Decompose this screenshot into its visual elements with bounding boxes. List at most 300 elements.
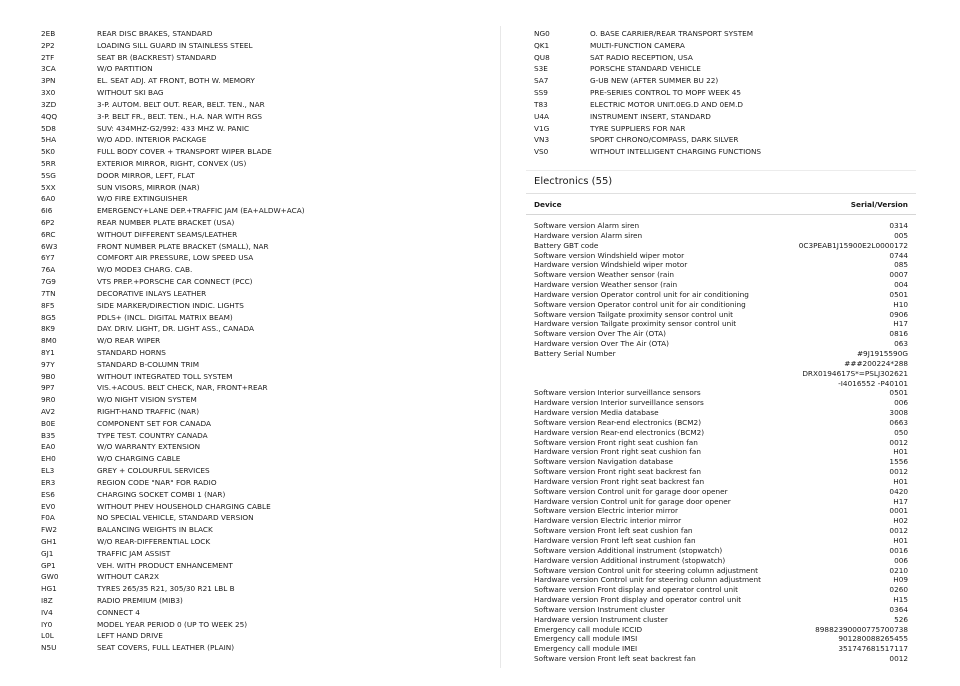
table-row	[534, 428, 908, 438]
option-code: 8Y1	[41, 347, 55, 357]
device-name: Software version Over The Air (OTA)	[534, 329, 666, 339]
device-name: Emergency call module IMEI	[534, 644, 638, 654]
table-row	[534, 310, 908, 320]
option-row	[41, 63, 481, 75]
option-description: SEAT COVERS, FULL LEATHER (PLAIN)	[97, 643, 235, 653]
option-description: COMFORT AIR PRESSURE, LOW SPEED USA	[97, 253, 254, 263]
option-description: GREY + COLOURFUL SERVICES	[97, 466, 210, 476]
option-code: 8F5	[41, 300, 55, 310]
option-description: MULTI-FUNCTION CAMERA	[590, 40, 685, 50]
option-code: 3PN	[41, 76, 56, 86]
option-code: 6P2	[41, 218, 55, 227]
serial-version-value: 0C3PEAB1J15900E2L0000172	[798, 240, 908, 250]
option-row	[41, 465, 481, 477]
serial-version-value: 0012	[889, 526, 908, 536]
serial-version-value: 0501	[889, 388, 908, 398]
option-row	[41, 123, 481, 135]
right-options-list	[534, 28, 918, 158]
option-row	[41, 146, 481, 158]
device-name: Software version Weather sensor (rain	[534, 270, 675, 280]
serial-version-value: #9J1915590G ###200224*288 DRX0194617S*=PSLJ302621 -I4016552 -P40101	[802, 348, 908, 388]
table-row	[534, 605, 908, 615]
table-row	[534, 270, 908, 280]
option-row	[41, 75, 481, 87]
option-description: 3-P. BELT FR., BELT. TEN., H.A. NAR WITH RGS	[97, 111, 262, 121]
option-code: B0E	[41, 418, 56, 428]
device-name: Hardware version Control unit for garage door opener	[534, 496, 731, 506]
serial-version-value: H01	[893, 447, 908, 457]
option-row	[41, 229, 481, 241]
option-code: 9B0	[41, 371, 56, 381]
device-name: Software version Control unit for steering column adjustment	[534, 565, 758, 575]
option-code: 5XX	[41, 182, 56, 192]
option-description: SUN VISORS, MIRROR (NAR)	[97, 182, 200, 192]
option-code: 8M0	[41, 336, 57, 346]
serial-version-value: 0210	[889, 565, 908, 575]
option-code: 8G5	[41, 312, 56, 322]
option-description: W/O REAR-DIFFERENTIAL LOCK	[97, 536, 211, 546]
option-description: PDLS+ (INCL. DIGITAL MATRIX BEAM)	[97, 312, 233, 322]
option-code: GW0	[41, 572, 59, 582]
option-code: 5D8	[41, 123, 56, 133]
header-rule	[526, 214, 916, 215]
option-row	[41, 264, 481, 276]
device-name: Hardware version Electric interior mirror	[534, 516, 682, 526]
option-code: V1G	[534, 123, 550, 133]
option-code: 9R0	[41, 395, 56, 405]
device-name: Hardware version Control unit for steering column adjustment	[534, 575, 762, 585]
option-row	[41, 371, 481, 383]
option-description: LOADING SILL GUARD IN STAINLESS STEEL	[97, 40, 253, 50]
option-row	[534, 87, 918, 99]
option-code: IY0	[41, 619, 53, 629]
device-name: Software version Instrument cluster	[534, 604, 665, 614]
device-name: Software version Alarm siren	[534, 221, 640, 230]
device-name: Software version Electric interior mirror	[534, 506, 679, 516]
option-code: ES6	[41, 489, 55, 499]
table-row	[534, 221, 908, 231]
option-description: W/O CHARGING CABLE	[97, 454, 181, 464]
serial-version-value: 0816	[889, 329, 908, 339]
option-code: B35	[41, 430, 56, 440]
option-description: WITHOUT PHEV HOUSEHOLD CHARGING CABLE	[97, 501, 271, 511]
option-code: SA7	[534, 76, 549, 86]
option-row	[41, 501, 481, 513]
option-description: ELECTRIC MOTOR UNIT.0EG.D AND 0EM.D	[590, 99, 744, 109]
device-name: Hardware version Weather sensor (rain	[534, 280, 678, 290]
option-code: QK1	[534, 40, 550, 50]
table-row	[534, 241, 908, 251]
device-name: Hardware version Rear-end electronics (BCM2)	[534, 427, 705, 437]
device-name: Hardware version Front right seat backrest fan	[534, 476, 705, 486]
device-name: Software version Front right seat backrest fan	[534, 467, 702, 477]
device-name: Hardware version Alarm siren	[534, 230, 643, 240]
table-row	[534, 408, 908, 418]
option-code: N5U	[41, 643, 57, 653]
option-description: EL. SEAT ADJ. AT FRONT, BOTH W. MEMORY	[97, 76, 255, 86]
option-code: VN3	[534, 135, 550, 145]
option-code: 4QQ	[41, 111, 58, 121]
option-description: CHARGING SOCKET COMBI 1 (NAR)	[97, 489, 226, 499]
option-code: EH0	[41, 454, 56, 464]
serial-version-value: 351747681517117	[838, 644, 908, 654]
device-name: Hardware version Windshield wiper motor	[534, 260, 688, 270]
option-row	[41, 477, 481, 489]
option-description: VTS PREP.+PORSCHE CAR CONNECT (PCC)	[97, 277, 253, 287]
option-row	[41, 406, 481, 418]
option-code: 5K0	[41, 147, 56, 157]
serial-version-value: 0012	[889, 654, 908, 664]
serial-version-value: 0012	[889, 437, 908, 447]
device-name: Software version Front left seat cushion fan	[534, 526, 693, 536]
serial-version-value: 063	[894, 339, 908, 349]
option-row	[41, 87, 481, 99]
serial-column-header: Serial/Version	[850, 200, 908, 209]
option-description: REGION CODE "NAR" FOR RADIO	[97, 477, 217, 487]
serial-version-value: H10	[893, 299, 908, 309]
device-name: Software version Tailgate proximity sensor control unit	[534, 309, 734, 319]
option-row	[41, 40, 481, 52]
option-row	[41, 524, 481, 536]
serial-version-value: H17	[893, 319, 908, 329]
option-description: STANDARD HORNS	[97, 347, 166, 357]
option-code: 76A	[41, 265, 56, 275]
table-row	[534, 477, 908, 487]
table-row	[534, 447, 908, 457]
option-description: EMERGENCY+LANE DEP.+TRAFFIC JAM (EA+ALDW+ACA)	[97, 206, 305, 216]
option-description: TYRE SUPPLIERS FOR NAR	[590, 123, 686, 133]
device-name: Hardware version Front left seat cushion fan	[534, 536, 696, 545]
option-description: REAR DISC BRAKES, STANDARD	[97, 29, 213, 38]
option-code: HG1	[41, 584, 57, 594]
device-name: Software version Windshield wiper motor	[534, 250, 685, 260]
option-description: COMPONENT SET FOR CANADA	[97, 418, 211, 428]
option-description: SIDE MARKER/DIRECTION INDIC. LIGHTS	[97, 300, 244, 310]
option-code: F0A	[41, 513, 55, 523]
device-name: Hardware version Instrument cluster	[534, 614, 668, 624]
table-row	[534, 398, 908, 408]
serial-version-value: 006	[894, 555, 908, 565]
option-description: W/O PARTITION	[97, 64, 153, 74]
option-code: 2P2	[41, 40, 55, 50]
option-row	[41, 99, 481, 111]
option-row	[41, 359, 481, 371]
serial-version-value: 0906	[889, 309, 908, 319]
table-row	[534, 467, 908, 477]
option-row	[41, 323, 481, 335]
serial-version-value: 0364	[889, 604, 908, 614]
option-description: G-UB NEW (AFTER SUMMER BU 22)	[590, 76, 719, 86]
option-description: PORSCHE STANDARD VEHICLE	[590, 64, 701, 74]
option-description: LEFT HAND DRIVE	[97, 631, 163, 641]
device-name: Software version Interior surveillance sensors	[534, 388, 701, 398]
table-row	[534, 566, 908, 576]
option-code: 9P7	[41, 383, 55, 393]
option-description: O. BASE CARRIER/REAR TRANSPORT SYSTEM	[590, 29, 754, 38]
table-row	[534, 339, 908, 349]
serial-version-value: 0001	[889, 506, 908, 516]
serial-version-value: 901280088265455	[838, 634, 908, 644]
table-row	[534, 575, 908, 585]
serial-version-value: 0260	[889, 585, 908, 595]
table-row	[534, 526, 908, 536]
option-code: VS0	[534, 147, 549, 157]
serial-version-value: 085	[894, 260, 908, 270]
option-description: BALANCING WEIGHTS IN BLACK	[97, 525, 213, 535]
serial-version-value: 3008	[889, 408, 908, 418]
option-row	[41, 158, 481, 170]
option-code: U4A	[534, 111, 549, 121]
option-description: DAY. DRIV. LIGHT, DR. LIGHT ASS., CANADA	[97, 324, 254, 334]
option-code: T83	[534, 99, 548, 109]
option-row	[41, 347, 481, 359]
option-row	[41, 382, 481, 394]
serial-version-value: 005	[894, 230, 908, 240]
option-code: 5SG	[41, 170, 56, 180]
serial-version-value: 89882390000775700738	[815, 624, 908, 634]
option-description: WITHOUT SKI BAG	[97, 88, 164, 98]
table-row	[534, 654, 908, 664]
option-code: 5HA	[41, 135, 57, 145]
electronics-section-title: Electronics (55)	[534, 176, 613, 187]
option-description: FULL BODY COVER + TRANSPORT WIPER BLADE	[97, 147, 272, 157]
table-row	[534, 329, 908, 339]
option-description: RADIO PREMIUM (MIB3)	[97, 596, 183, 605]
option-row	[41, 276, 481, 288]
table-row	[534, 644, 908, 654]
table-row	[534, 536, 908, 546]
serial-version-value: 004	[894, 280, 908, 290]
option-row	[534, 75, 918, 87]
option-code: ER3	[41, 477, 56, 487]
table-row	[534, 595, 908, 605]
option-description: W/O FIRE EXTINGUISHER	[97, 194, 188, 204]
device-name: Hardware version Operator control unit for air conditioning	[534, 289, 749, 299]
option-description: SAT RADIO RECEPTION, USA	[590, 52, 693, 62]
option-row	[41, 489, 481, 501]
option-row	[41, 607, 481, 619]
serial-version-value: 0501	[889, 289, 908, 299]
option-row	[534, 52, 918, 64]
electronics-table	[534, 221, 908, 664]
device-name: Hardware version Front display and operator control unit	[534, 595, 742, 605]
option-code: 6Y7	[41, 253, 55, 263]
option-row	[41, 630, 481, 642]
option-code: S3E	[534, 64, 548, 74]
device-name: Hardware version Additional instrument (stopwatch)	[534, 555, 726, 565]
option-description: SEAT BR (BACKREST) STANDARD	[97, 52, 217, 62]
table-row	[534, 290, 908, 300]
option-code: I8Z	[41, 596, 53, 605]
table-row	[534, 546, 908, 556]
option-description: W/O NIGHT VISION SYSTEM	[97, 395, 197, 405]
option-row	[41, 300, 481, 312]
option-row	[41, 441, 481, 453]
option-row	[41, 418, 481, 430]
option-row	[41, 453, 481, 465]
option-code: 6RC	[41, 229, 56, 239]
serial-version-value: H09	[893, 575, 908, 585]
option-description: FRONT NUMBER PLATE BRACKET (SMALL), NAR	[97, 241, 269, 251]
option-row	[41, 394, 481, 406]
option-code: NG0	[534, 29, 550, 38]
serial-version-value: 0314	[889, 221, 908, 230]
table-row	[534, 506, 908, 516]
serial-version-value: H01	[893, 536, 908, 545]
electronics-table-header	[534, 200, 908, 209]
option-description: W/O REAR WIPER	[97, 336, 161, 346]
device-name: Software version Front right seat cushion fan	[534, 437, 698, 447]
option-row	[534, 123, 918, 135]
option-code: 6I6	[41, 206, 53, 216]
option-code: 3X0	[41, 88, 56, 98]
option-description: TYPE TEST. COUNTRY CANADA	[97, 430, 208, 440]
table-row	[534, 585, 908, 595]
option-code: SS9	[534, 88, 548, 98]
table-row	[534, 634, 908, 644]
option-description: WITHOUT INTELLIGENT CHARGING FUNCTIONS	[590, 147, 762, 157]
option-code: EV0	[41, 501, 56, 511]
option-row	[534, 134, 918, 146]
option-description: SPORT CHRONO/COMPASS, DARK SILVER	[590, 135, 739, 145]
option-row	[534, 63, 918, 75]
table-row	[534, 556, 908, 566]
serial-version-value: 0007	[889, 270, 908, 280]
option-row	[534, 40, 918, 52]
option-code: FW2	[41, 525, 58, 535]
option-code: GP1	[41, 560, 56, 570]
serial-version-value: H17	[893, 496, 908, 506]
option-code: EA0	[41, 442, 56, 452]
table-row	[534, 625, 908, 635]
option-row	[41, 217, 481, 229]
option-code: QU8	[534, 52, 550, 62]
table-row	[534, 457, 908, 467]
device-name: Software version Front display and operator control unit	[534, 585, 739, 595]
device-name: Hardware version Interior surveillance sensors	[534, 398, 704, 408]
device-name: Software version Additional instrument (stopwatch)	[534, 545, 723, 555]
option-description: CONNECT 4	[97, 607, 140, 617]
option-code: 3ZD	[41, 99, 57, 109]
option-row	[41, 430, 481, 442]
option-description: PRE-SERIES CONTROL TO MOPF WEEK 45	[590, 88, 741, 98]
option-row	[41, 241, 481, 253]
serial-version-value: 0420	[889, 486, 908, 496]
serial-version-value: 0012	[889, 467, 908, 477]
table-row	[534, 231, 908, 241]
section-rule	[526, 193, 916, 194]
option-row	[41, 595, 481, 607]
column-divider	[500, 26, 501, 668]
device-name: Battery Serial Number	[534, 348, 616, 358]
option-row	[41, 312, 481, 324]
table-row	[534, 388, 908, 398]
option-row	[41, 642, 481, 654]
option-description: MODEL YEAR PERIOD 0 (UP TO WEEK 25)	[97, 619, 248, 629]
option-description: DECORATIVE INLAYS LEATHER	[97, 288, 207, 298]
serial-version-value: 1556	[889, 457, 908, 467]
option-code: 3CA	[41, 64, 56, 74]
option-description: W/O ADD. INTERIOR PACKAGE	[97, 135, 207, 145]
device-name: Software version Rear-end electronics (BCM2)	[534, 417, 702, 427]
option-row	[41, 288, 481, 300]
option-code: EL3	[41, 466, 55, 476]
option-row	[41, 170, 481, 182]
option-description: REAR NUMBER PLATE BRACKET (USA)	[97, 218, 235, 227]
option-description: WITHOUT CAR2X	[97, 572, 159, 582]
option-row	[41, 52, 481, 64]
option-row	[41, 571, 481, 583]
device-name: Battery GBT code	[534, 240, 599, 250]
option-code: AV2	[41, 407, 56, 416]
option-code: 5RR	[41, 158, 56, 168]
option-description: SUV: 434MHZ-G2/992: 433 MHZ W. PANIC	[97, 123, 250, 133]
option-code: 8K9	[41, 324, 56, 334]
device-name: Emergency call module ICCID	[534, 624, 643, 634]
option-description: VIS.+ACOUS. BELT CHECK, NAR, FRONT+REAR	[97, 383, 268, 393]
table-row	[534, 349, 908, 388]
option-description: DOOR MIRROR, LEFT, FLAT	[97, 170, 195, 180]
option-description: 3-P. AUTOM. BELT OUT. REAR, BELT. TEN., NAR	[97, 99, 265, 109]
serial-version-value: 050	[894, 427, 908, 437]
serial-version-value: H02	[893, 516, 908, 526]
option-code: GJ1	[41, 548, 54, 558]
device-column-header: Device	[534, 200, 562, 209]
device-name: Software version Control unit for garage door opener	[534, 486, 728, 496]
table-row	[534, 487, 908, 497]
option-row	[41, 205, 481, 217]
option-row	[534, 146, 918, 158]
device-name: Software version Navigation database	[534, 457, 674, 467]
option-row	[41, 536, 481, 548]
device-name: Hardware version Tailgate proximity sensor control unit	[534, 319, 737, 329]
option-row	[41, 583, 481, 595]
table-row	[534, 516, 908, 526]
option-row	[41, 560, 481, 572]
option-description: TYRES 265/35 R21, 305/30 R21 LBL B	[97, 584, 235, 594]
device-name: Hardware version Over The Air (OTA)	[534, 339, 670, 349]
option-code: L0L	[41, 631, 54, 641]
option-row	[41, 182, 481, 194]
option-row	[41, 28, 481, 40]
option-row	[41, 252, 481, 264]
option-code: 7TN	[41, 288, 56, 298]
option-row	[534, 28, 918, 40]
option-row	[41, 512, 481, 524]
serial-version-value: 0016	[889, 545, 908, 555]
option-row	[41, 111, 481, 123]
serial-version-value: 0663	[889, 417, 908, 427]
option-code: 97Y	[41, 359, 55, 369]
section-divider	[526, 170, 916, 171]
option-row	[41, 619, 481, 631]
table-row	[534, 438, 908, 448]
option-code: 6W3	[41, 241, 58, 251]
option-code: 6A0	[41, 194, 56, 204]
option-code: IV4	[41, 607, 53, 617]
device-name: Software version Front left seat backrest fan	[534, 654, 696, 664]
device-name: Hardware version Front right seat cushion fan	[534, 447, 701, 457]
option-code: 2EB	[41, 29, 56, 38]
option-description: INSTRUMENT INSERT, STANDARD	[590, 111, 711, 121]
table-row	[534, 497, 908, 507]
table-row	[534, 280, 908, 290]
device-name: Emergency call module IMSI	[534, 634, 638, 644]
left-options-list	[41, 28, 481, 654]
table-row	[534, 615, 908, 625]
device-name: Software version Operator control unit for air conditioning	[534, 299, 746, 309]
table-row	[534, 260, 908, 270]
